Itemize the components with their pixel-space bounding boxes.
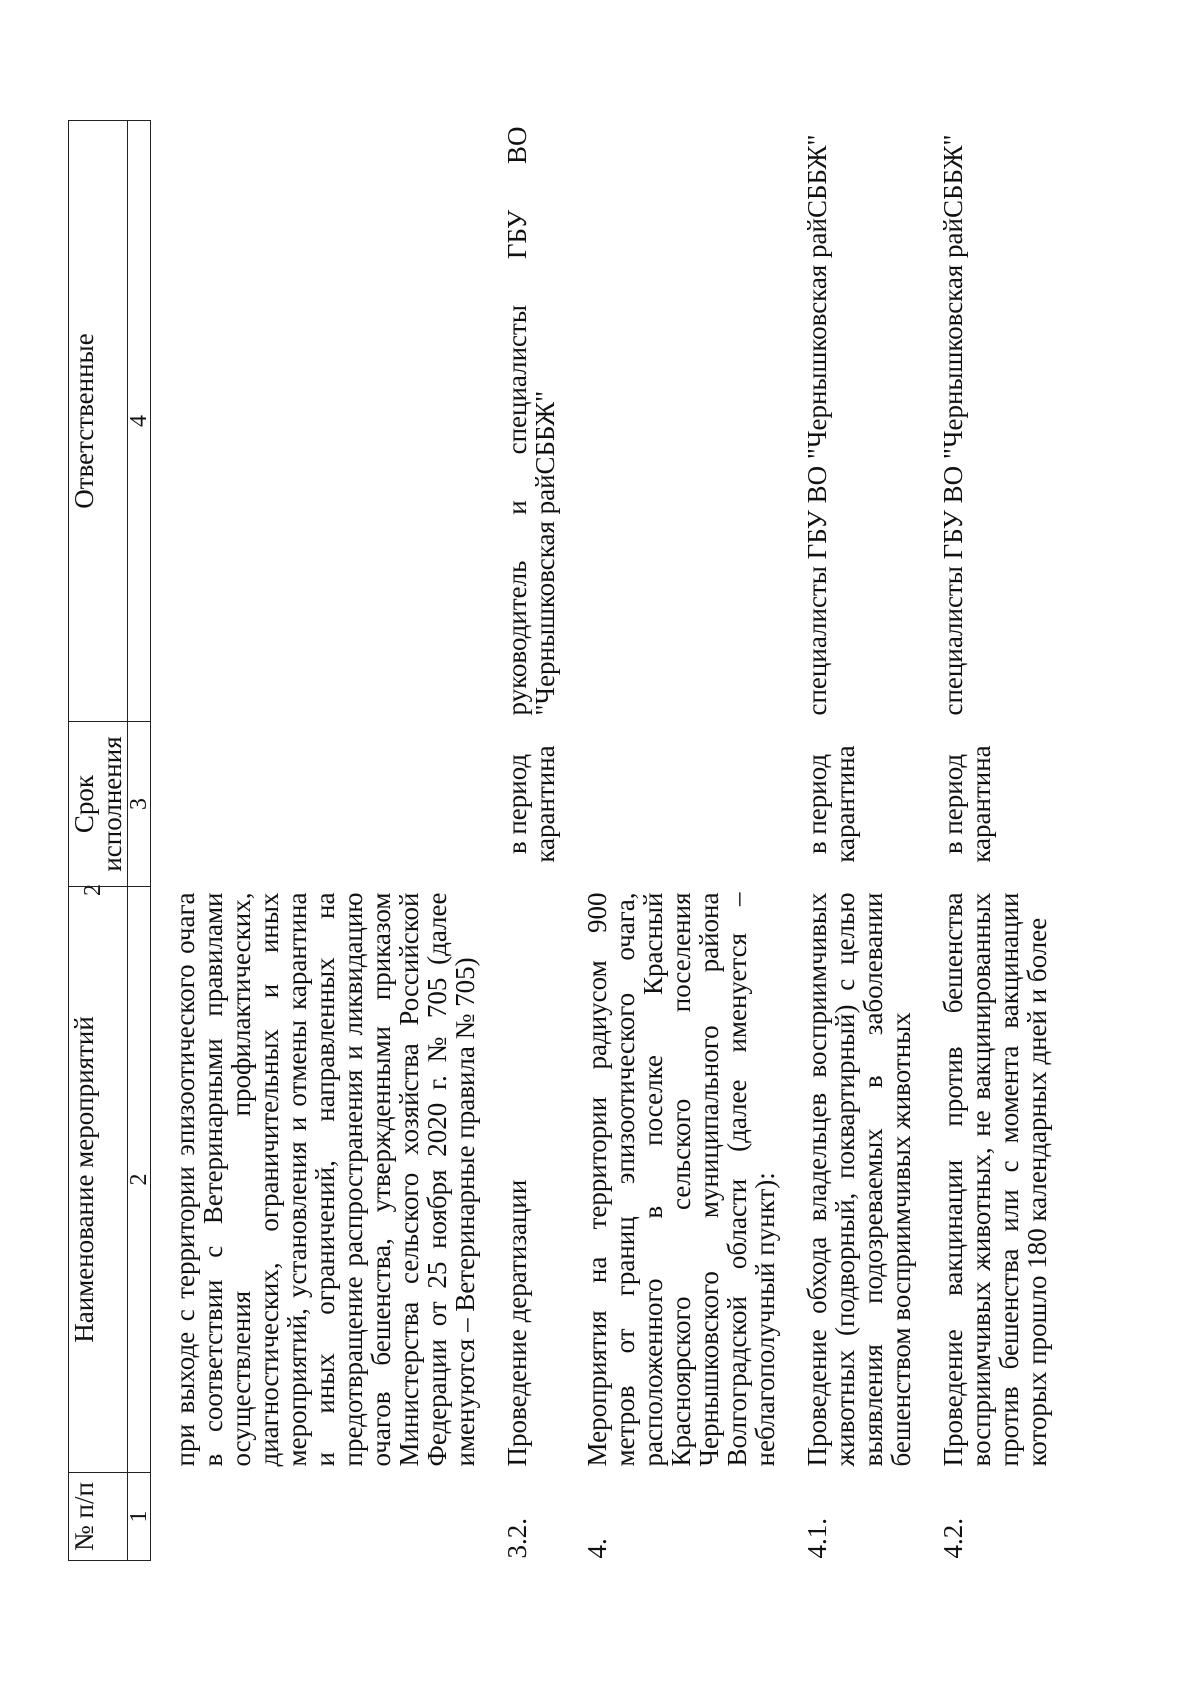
row-responsible bbox=[151, 121, 498, 722]
table-row bbox=[577, 121, 797, 1561]
row-number: 4.2. bbox=[938, 1518, 968, 1559]
row-deadline bbox=[577, 722, 797, 887]
row-deadline: в период карантина bbox=[802, 745, 860, 863]
row-measure: Проведение дератизации bbox=[502, 1179, 532, 1467]
header-responsible: Ответственные bbox=[69, 121, 128, 722]
column-numbers-row bbox=[128, 121, 151, 1561]
row-measure: Мероприятия на территории радиусом 900 метров от границ эпизоотического очага, расположенного в поселке Красный Красноярского сельского поселения Чернышковского муниципального района Волгоградской области (далее именуется – неблагополучный пункт): bbox=[582, 892, 780, 1467]
header-number: № п/п bbox=[69, 1473, 128, 1561]
row-deadline: в период карантина bbox=[502, 745, 560, 863]
row-responsible: специалисты ГБУ ВО "Чернышковская райСББЖ" bbox=[938, 134, 968, 716]
column-number-3: 3 bbox=[128, 722, 151, 887]
table-row bbox=[797, 121, 933, 1561]
table-row bbox=[933, 121, 1069, 1561]
row-measure: при выходе с территории эпизоотического очага в соответствии с Ветеринарными правилами осуществления профилактических, диагностических, ограничительных и иных мероприятий, установления и отмены карантина и иных ограничений, направленных на предотвращение распространения и ликвидацию очагов бешенства, утвержденными приказом Министерства сельского хозяйства Российской Федерации от 25 ноября 2020 г. № 705 (далее именуются – Ветеринарные правила № 705) bbox=[170, 892, 480, 1467]
header-deadline: Срок исполнения bbox=[69, 722, 128, 887]
column-number-4: 4 bbox=[128, 121, 151, 722]
row-responsible: специалисты ГБУ ВО "Чернышковская райСББЖ" bbox=[802, 134, 832, 716]
header-measures: Наименование мероприятий bbox=[69, 887, 128, 1473]
row-measure: Проведение вакцинации против бешенства восприимчивых животных, не вакцинированных против бешенства или с момента вакцинации которых прошло 180 календарных дней и более bbox=[938, 892, 1052, 1467]
row-deadline bbox=[151, 722, 498, 887]
row-measure: Проведение обхода владельцев восприимчивых животных (подворный, поквартирный) с целью выявления подозреваемых в заболевании бешенством восприимчивых животных bbox=[802, 892, 916, 1467]
table-header-row bbox=[69, 121, 128, 1561]
column-number-1: 1 bbox=[128, 1473, 151, 1561]
table-row bbox=[497, 121, 577, 1561]
row-number bbox=[151, 1473, 498, 1561]
column-number-2: 2 bbox=[128, 887, 151, 1473]
row-responsible: руководитель и специалисты ГБУ ВО "Чернышковская райСББЖ" bbox=[502, 126, 560, 716]
page-number: 2 bbox=[80, 884, 106, 896]
row-deadline: в период карантина bbox=[938, 745, 996, 863]
measures-table bbox=[68, 120, 1069, 1561]
row-responsible bbox=[577, 121, 797, 722]
row-number: 3.2. bbox=[502, 1518, 532, 1559]
row-number: 4. bbox=[582, 1538, 612, 1559]
table-row bbox=[151, 121, 498, 1561]
row-number: 4.1. bbox=[802, 1518, 832, 1559]
